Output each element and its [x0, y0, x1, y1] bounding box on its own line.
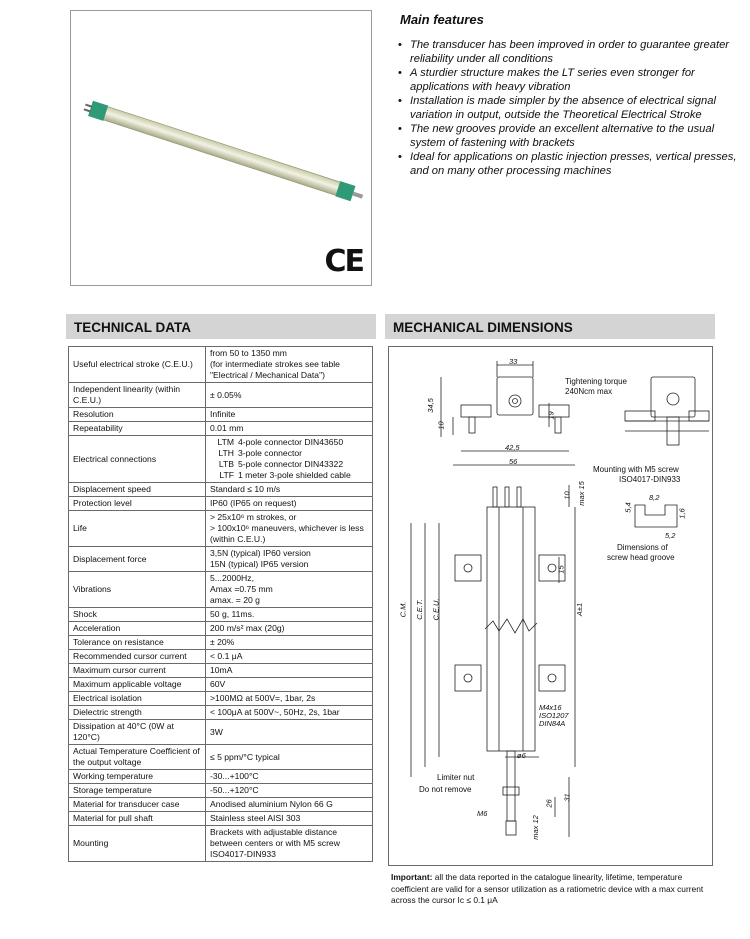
param-cell: Protection level	[69, 497, 206, 511]
table-row	[69, 692, 373, 706]
param-cell: Displacement speed	[69, 483, 206, 497]
value-cell	[206, 692, 373, 706]
value-line: > 25x10⁶ m strokes, or	[210, 512, 297, 522]
mechanical-dimensions-header: MECHANICAL DIMENSIONS	[385, 314, 715, 339]
screw-spec: M4x16	[539, 703, 562, 712]
value-line: 0.01 mm	[210, 423, 244, 433]
table-row	[69, 572, 373, 608]
connection-code: LTM	[217, 437, 234, 447]
important-note	[391, 872, 711, 907]
ceu-label: C.E.U.	[431, 598, 441, 621]
value-line: ± 0.05%	[210, 389, 242, 400]
connection-line	[210, 459, 368, 470]
mounting-label: Mounting with M5 screw	[593, 465, 679, 474]
cm-label: C.M.	[398, 601, 408, 618]
value-line: Stainless steel AISI 303	[210, 813, 301, 823]
value-line: 3,5N (typical) IP60 version	[210, 548, 311, 558]
connection-code: LTF	[219, 470, 234, 480]
dim-15: 15	[556, 565, 566, 574]
value-line: 60V	[210, 679, 226, 689]
table-row	[69, 812, 373, 826]
value-line: >100MΩ at 500V=, 1bar, 2s	[210, 693, 316, 703]
param-cell: Electrical connections	[69, 436, 206, 483]
dim-34-5: 34,5	[425, 398, 435, 413]
value-line: 200 m/s² max (20g)	[210, 623, 285, 633]
param-cell: Maximum cursor current	[69, 664, 206, 678]
value-line: < 100μA at 500V~, 50Hz, 2s, 1bar	[210, 707, 340, 717]
value-cell	[206, 622, 373, 636]
table-row	[69, 497, 373, 511]
connection-text: 1 meter 3-pole shielded cable	[238, 470, 351, 480]
table-row	[69, 664, 373, 678]
value-cell	[206, 720, 373, 745]
param-cell: Displacement force	[69, 547, 206, 572]
tightening-label: Tightening torque	[565, 377, 627, 386]
screw-standard: ISO1207	[539, 711, 569, 720]
value-line: 5...2000Hz,	[210, 573, 254, 583]
value-cell	[206, 745, 373, 770]
technical-data-header: TECHNICAL DATA	[66, 314, 376, 339]
value-line: ± 20%	[210, 637, 235, 647]
dim-5-4: 5,4	[623, 502, 633, 513]
dim-31: 31	[562, 793, 572, 802]
table-row	[69, 678, 373, 692]
param-cell: Working temperature	[69, 770, 206, 784]
value-cell	[206, 650, 373, 664]
dim-max15: max 15	[576, 481, 586, 506]
value-cell	[206, 664, 373, 678]
value-line: 50 g, 11ms.	[210, 609, 255, 619]
value-cell	[206, 483, 373, 497]
limiter-label: Limiter nut	[437, 773, 475, 782]
dim-56: 56	[509, 457, 518, 466]
dim-1-6: 1,6	[677, 508, 687, 519]
ce-mark: CE	[324, 244, 363, 279]
table-row	[69, 622, 373, 636]
value-line: -30...+100°C	[210, 771, 259, 781]
product-photo	[70, 10, 372, 286]
connection-code: LTB	[218, 459, 234, 469]
value-cell	[206, 497, 373, 511]
important-label: Important:	[391, 872, 433, 882]
table-row	[69, 383, 373, 408]
value-line: Anodised aluminium Nylon 66 G	[210, 799, 333, 809]
value-cell	[206, 706, 373, 720]
feature-item: • Installation is made simpler by the absence of electrical signal variation in output, outside the Theoretical Electrical Stroke	[398, 94, 738, 122]
value-cell	[206, 436, 373, 483]
value-cell	[206, 784, 373, 798]
table-row	[69, 798, 373, 812]
value-line: 15N (typical) IP65 version	[210, 559, 309, 569]
param-cell: Maximum applicable voltage	[69, 678, 206, 692]
value-line: from 50 to 1350 mm	[210, 348, 287, 358]
param-cell: Mounting	[69, 826, 206, 862]
features-list	[398, 38, 738, 178]
param-cell: Life	[69, 511, 206, 547]
table-row	[69, 636, 373, 650]
torque-label: 240Ncm max	[565, 387, 613, 396]
value-line: > 100x10⁶ maneuvers, whichever is less	[210, 523, 364, 533]
value-cell	[206, 347, 373, 383]
value-line: 10mA	[210, 665, 233, 675]
features-title: Main features	[400, 12, 484, 27]
value-cell	[206, 678, 373, 692]
table-row	[69, 706, 373, 720]
dim-diameter-6: ø6	[517, 751, 526, 760]
value-cell	[206, 547, 373, 572]
table-row	[69, 720, 373, 745]
value-line: (for intermediate strokes see table "Electrical / Mechanical Data")	[210, 359, 340, 380]
connection-code: LTH	[218, 448, 234, 458]
param-cell: Vibrations	[69, 572, 206, 608]
table-row	[69, 511, 373, 547]
table-row	[69, 347, 373, 383]
table-row	[69, 547, 373, 572]
table-row	[69, 422, 373, 436]
table-row	[69, 770, 373, 784]
feature-item: • A sturdier structure makes the LT series even stronger for applications with heavy vibration	[398, 66, 738, 94]
dim-42-5: 42,5	[505, 443, 520, 452]
param-cell: Shock	[69, 608, 206, 622]
feature-item: • Ideal for applications on plastic injection presses, vertical presses, and on many other processing machines	[398, 150, 738, 178]
feature-item: • The transducer has been improved in order to guarantee greater reliability under all conditions	[398, 38, 738, 66]
limiter-warning: Do not remove	[419, 785, 472, 794]
connection-line	[210, 437, 368, 448]
param-cell: Material for pull shaft	[69, 812, 206, 826]
table-row	[69, 826, 373, 862]
table-row	[69, 650, 373, 664]
connection-text: 3-pole connector	[238, 448, 303, 458]
value-line: Brackets with adjustable distance between centers or with M5 screw ISO4017-DIN933	[210, 827, 340, 859]
param-cell: Useful electrical stroke (C.E.U.)	[69, 347, 206, 383]
value-cell	[206, 572, 373, 608]
table-row	[69, 436, 373, 483]
value-line: Standard ≤ 10 m/s	[210, 484, 281, 494]
groove-label: Dimensions of	[617, 543, 668, 552]
value-cell	[206, 511, 373, 547]
value-line: -50...+120°C	[210, 785, 259, 795]
technical-data-table	[68, 346, 373, 862]
dim-m6: M6	[477, 809, 488, 818]
table-row	[69, 608, 373, 622]
screw-din: DIN84A	[539, 719, 566, 728]
value-cell	[206, 383, 373, 408]
param-cell: Material for transducer case	[69, 798, 206, 812]
value-line: < 0.1 μA	[210, 651, 243, 661]
table-row	[69, 408, 373, 422]
value-cell	[206, 826, 373, 862]
dim-33: 33	[509, 357, 518, 366]
value-line: (within C.E.U.)	[210, 534, 266, 544]
table-row	[69, 483, 373, 497]
dim-10b: 10	[562, 491, 572, 500]
dim-8-2: 8,2	[649, 493, 660, 502]
value-line: Infinite	[210, 409, 236, 419]
param-cell: Dielectric strength	[69, 706, 206, 720]
param-cell: Recommended cursor current	[69, 650, 206, 664]
connection-line	[210, 448, 368, 459]
value-cell	[206, 408, 373, 422]
param-cell: Dissipation at 40°C (0W at 120°C)	[69, 720, 206, 745]
value-line: ≤ 5 ppm/°C typical	[210, 751, 280, 762]
dim-5-2: 5,2	[665, 531, 676, 540]
table-row	[69, 784, 373, 798]
connection-text: 4-pole connector DIN43650	[238, 437, 344, 447]
param-cell: Repeatability	[69, 422, 206, 436]
value-line: Amax =0.75 mm	[210, 584, 273, 594]
cet-label: C.E.T.	[414, 599, 424, 620]
param-cell: Acceleration	[69, 622, 206, 636]
value-cell	[206, 798, 373, 812]
connection-line	[210, 470, 368, 481]
param-cell: Independent linearity (within C.E.U.)	[69, 383, 206, 408]
param-cell: Actual Temperature Coefficient of the output voltage	[69, 745, 206, 770]
dim-max12: max 12	[530, 815, 540, 840]
dim-10: 10	[436, 421, 446, 430]
connection-text: 5-pole connector DIN43322	[238, 459, 344, 469]
value-cell	[206, 770, 373, 784]
value-line: IP60 (IP65 on request)	[210, 498, 297, 508]
value-line: 3W	[210, 726, 223, 737]
param-cell: Tolerance on resistance	[69, 636, 206, 650]
param-cell: Electrical isolation	[69, 692, 206, 706]
feature-item: • The new grooves provide an excellent alternative to the usual system of fastening with brackets	[398, 122, 738, 150]
a-label: A±1	[575, 602, 585, 617]
mounting-standard-label: ISO4017-DIN933	[619, 475, 681, 484]
value-line: amax. = 20 g	[210, 595, 260, 605]
param-cell: Resolution	[69, 408, 206, 422]
param-cell: Storage temperature	[69, 784, 206, 798]
mechanical-drawing	[388, 346, 713, 866]
value-cell	[206, 608, 373, 622]
important-text: all the data reported in the catalogue linearity, lifetime, temperature coefficient are valid for a sensor utilization as a ratiometric device with a max current across the cursor Ic ≤ 0.1 μA	[391, 872, 704, 905]
value-cell	[206, 422, 373, 436]
value-cell	[206, 636, 373, 650]
value-cell	[206, 812, 373, 826]
table-row	[69, 745, 373, 770]
dim-26: 26	[544, 799, 554, 808]
groove-label-2: screw head groove	[607, 553, 675, 562]
dim-19: 19	[546, 411, 556, 420]
